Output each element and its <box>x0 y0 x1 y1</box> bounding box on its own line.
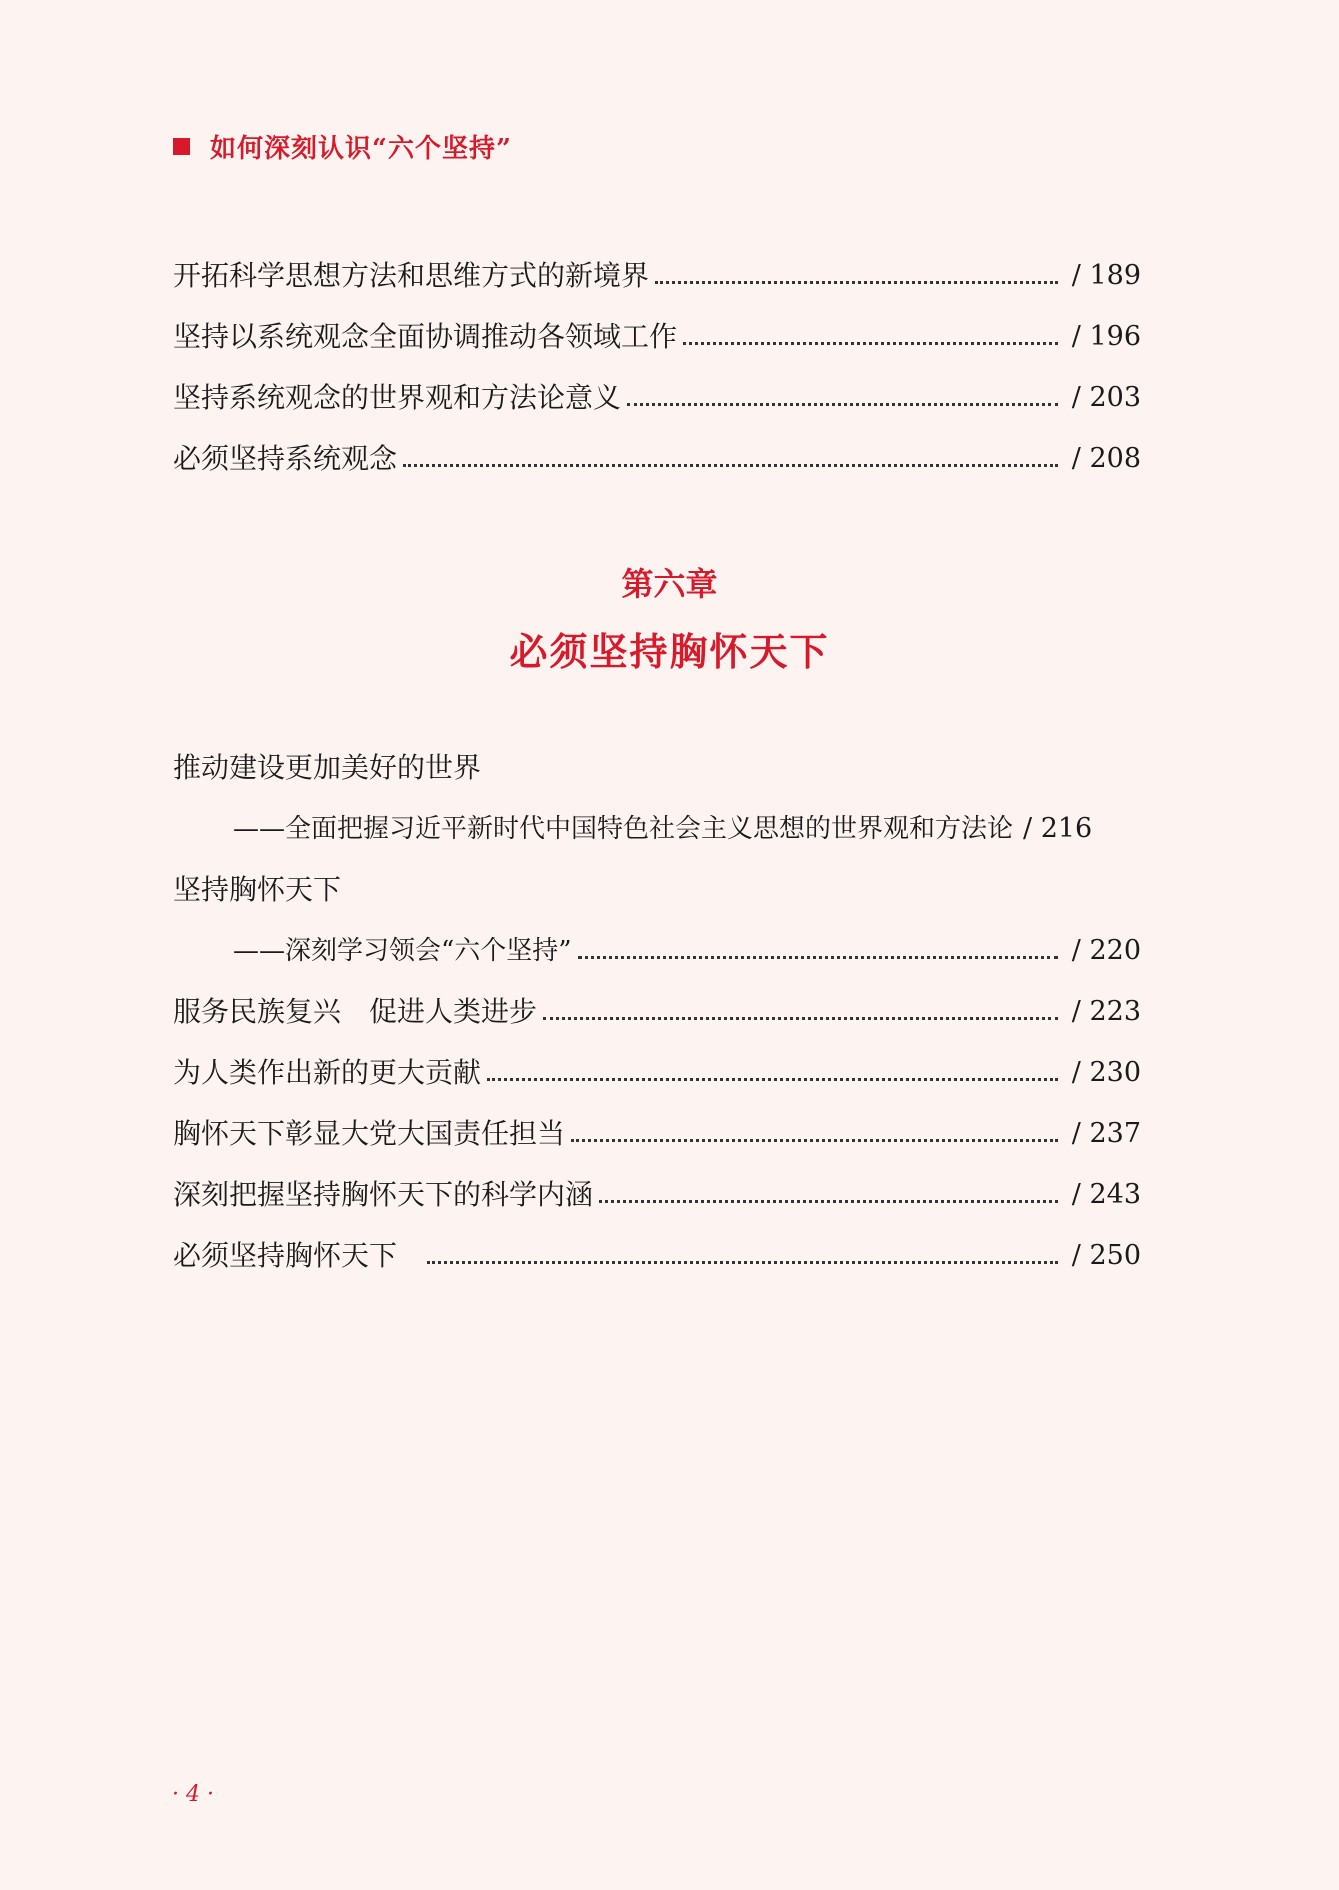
toc-entry-title: ——深刻学习领会“六个坚持” <box>233 936 572 966</box>
toc-entry[interactable] <box>173 992 1141 1032</box>
toc-entry-title: 胸怀天下彰显大党大国责任担当 <box>173 1117 566 1150</box>
toc-entry-title: 开拓科学思想方法和思维方式的新境界 <box>173 259 650 292</box>
toc-entry-title: 必须坚持系统观念 <box>173 442 398 475</box>
toc-entry-main-title[interactable]: 坚持胸怀天下 <box>173 873 342 906</box>
toc-entry-page: / 250 <box>1071 1240 1141 1271</box>
toc-entry-page: / 220 <box>1071 935 1141 966</box>
dot-leader <box>655 281 1058 284</box>
dot-leader <box>403 464 1058 467</box>
toc-entry[interactable] <box>173 1236 1141 1276</box>
toc-entry-page: / 216 <box>1023 813 1093 844</box>
toc-entry[interactable] <box>173 1053 1141 1093</box>
page-number: · 4 · <box>172 1782 214 1807</box>
dot-leader <box>599 1200 1058 1203</box>
toc-entry[interactable] <box>173 1175 1141 1215</box>
chapter-label: 第六章 <box>621 565 718 603</box>
dot-leader <box>571 1139 1058 1142</box>
dot-leader <box>683 342 1058 345</box>
toc-entry-page: / 243 <box>1071 1179 1141 1210</box>
toc-entry[interactable] <box>173 378 1141 418</box>
toc-entry-page: / 223 <box>1071 996 1141 1027</box>
toc-entry[interactable] <box>173 439 1141 479</box>
dot-leader <box>427 1261 1058 1264</box>
toc-entry-subtitle[interactable] <box>233 931 1141 971</box>
toc-entry[interactable] <box>173 317 1141 357</box>
dot-leader <box>487 1078 1058 1081</box>
running-header <box>173 126 512 166</box>
dot-leader <box>627 403 1058 406</box>
toc-entry[interactable] <box>173 1114 1141 1154</box>
toc-entry-subtitle[interactable] <box>233 809 1141 849</box>
toc-entry-page: / 230 <box>1071 1057 1141 1088</box>
toc-entry-title: 坚持以系统观念全面协调推动各领域工作 <box>173 320 678 353</box>
chapter-title: 必须坚持胸怀天下 <box>509 629 830 674</box>
toc-entry-title: 服务民族复兴 促进人类进步 <box>173 995 538 1028</box>
dot-leader <box>578 956 1058 959</box>
toc-entry-title: 坚持系统观念的世界观和方法论意义 <box>173 381 622 414</box>
toc-entry-title: 为人类作出新的更大贡献 <box>173 1056 482 1089</box>
toc-entry-main-title[interactable]: 推动建设更加美好的世界 <box>173 751 482 784</box>
header-square-marker <box>173 138 190 155</box>
toc-entry-page: / 208 <box>1071 443 1141 474</box>
toc-entry-title: 深刻把握坚持胸怀天下的科学内涵 <box>173 1178 594 1211</box>
dot-leader <box>543 1017 1058 1020</box>
toc-entry-page: / 203 <box>1071 382 1141 413</box>
toc-entry-page: / 189 <box>1071 260 1141 291</box>
running-header-title: 如何深刻认识“六个坚持” <box>210 133 512 164</box>
toc-entry-title: ——全面把握习近平新时代中国特色社会主义思想的世界观和方法论 <box>233 814 1014 844</box>
toc-entry-title: 必须坚持胸怀天下 <box>173 1239 398 1272</box>
toc-entry[interactable] <box>173 256 1141 296</box>
toc-entry-page: / 237 <box>1071 1118 1141 1149</box>
toc-entry-page: / 196 <box>1071 321 1141 352</box>
